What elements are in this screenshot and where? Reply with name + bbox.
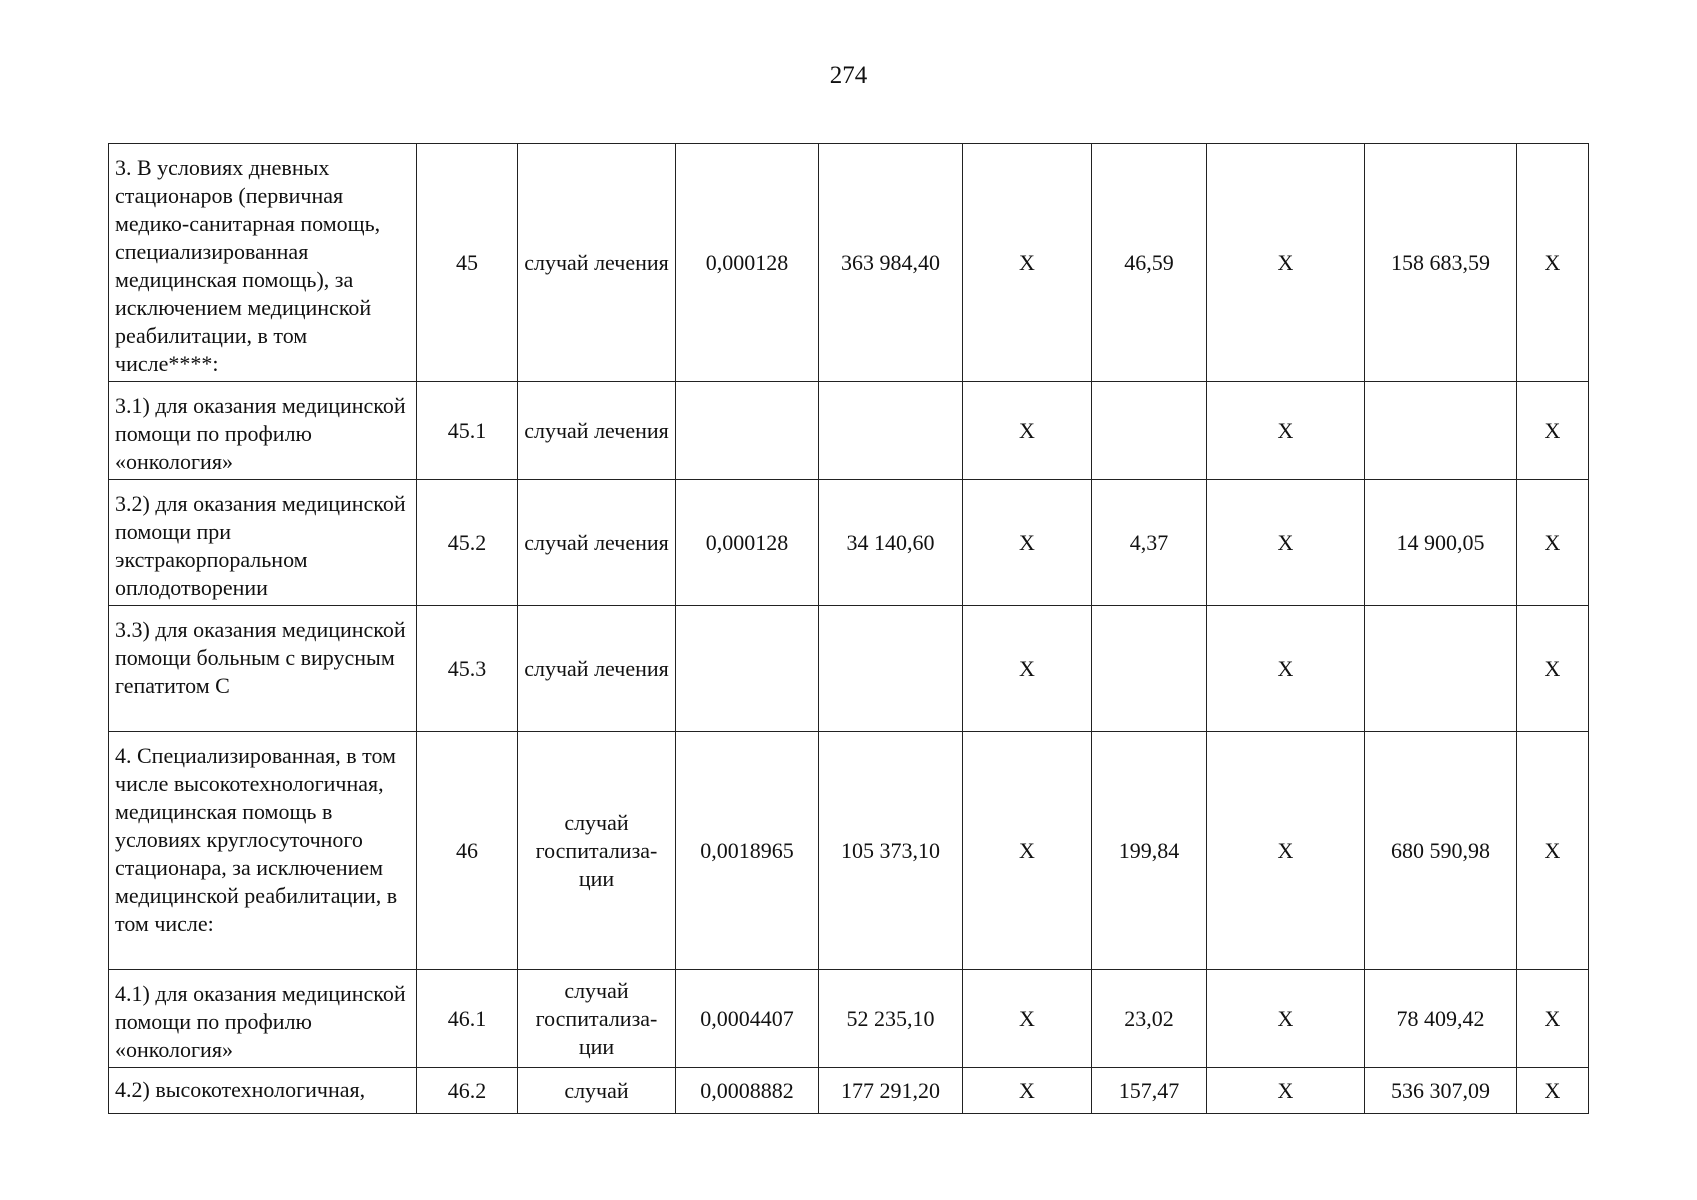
row-code-cell: 46.2: [417, 1068, 518, 1114]
row-code-cell: 46: [417, 732, 518, 970]
row-value-cell: 158 683,59: [1365, 144, 1517, 382]
row-unit-cell: случай лечения: [518, 144, 676, 382]
row-unit-cell: случай лечения: [518, 382, 676, 480]
row-name-cell: 3.3) для оказания медицинской помощи больным с вирусным гепатитом С: [109, 606, 417, 732]
table-row: [109, 732, 1589, 970]
table-row: [109, 1068, 1589, 1114]
row-value-cell: 536 307,09: [1365, 1068, 1517, 1114]
page-number: 274: [829, 62, 868, 89]
row-value-cell: X: [1207, 382, 1365, 480]
row-value-cell: 0,0018965: [676, 732, 819, 970]
row-value-cell: X: [1517, 1068, 1589, 1114]
row-value-cell: X: [1517, 382, 1589, 480]
row-value-cell: X: [963, 732, 1092, 970]
table-row: [109, 970, 1589, 1068]
row-value-cell: 34 140,60: [819, 480, 963, 606]
row-value-cell: X: [1207, 732, 1365, 970]
row-unit-cell: случай: [518, 1068, 676, 1114]
row-name-cell: 4.2) высокотехнологичная,: [109, 1068, 417, 1114]
row-value-cell: X: [1207, 1068, 1365, 1114]
row-value-cell: X: [1517, 480, 1589, 606]
row-value-cell: X: [1207, 606, 1365, 732]
row-value-cell: X: [1517, 606, 1589, 732]
row-unit-cell: случай госпитализа-ции: [518, 970, 676, 1068]
row-code-cell: 45: [417, 144, 518, 382]
row-name-cell: 4. Специализированная, в том числе высокотехнологичная, медицинская помощь в условиях круглосуточного стационара, за исключением медицинской реабилитации, в том числе:: [109, 732, 417, 970]
row-value-cell: 0,0008882: [676, 1068, 819, 1114]
row-value-cell: [676, 606, 819, 732]
row-value-cell: [819, 382, 963, 480]
table-row: [109, 144, 1589, 382]
row-value-cell: 105 373,10: [819, 732, 963, 970]
row-unit-cell: случай лечения: [518, 606, 676, 732]
row-value-cell: X: [1517, 970, 1589, 1068]
row-value-cell: 363 984,40: [819, 144, 963, 382]
row-name-cell: 3. В условиях дневных стационаров (первичная медико-санитарная помощь, специализированная медицинская помощь), за исключением медицинской реабилитации, в том числе****:: [109, 144, 417, 382]
row-value-cell: [1092, 606, 1207, 732]
row-value-cell: [819, 606, 963, 732]
row-value-cell: [676, 382, 819, 480]
row-value-cell: 4,37: [1092, 480, 1207, 606]
row-code-cell: 45.1: [417, 382, 518, 480]
row-value-cell: 14 900,05: [1365, 480, 1517, 606]
row-value-cell: 0,000128: [676, 480, 819, 606]
row-value-cell: 0,0004407: [676, 970, 819, 1068]
row-value-cell: 52 235,10: [819, 970, 963, 1068]
row-value-cell: X: [963, 144, 1092, 382]
row-code-cell: 45.3: [417, 606, 518, 732]
row-value-cell: X: [1517, 732, 1589, 970]
row-value-cell: X: [963, 1068, 1092, 1114]
row-name-cell: 3.1) для оказания медицинской помощи по профилю «онкология»: [109, 382, 417, 480]
row-value-cell: X: [963, 480, 1092, 606]
row-value-cell: 0,000128: [676, 144, 819, 382]
table-row: [109, 480, 1589, 606]
row-value-cell: X: [1207, 970, 1365, 1068]
row-name-cell: 4.1) для оказания медицинской помощи по профилю «онкология»: [109, 970, 417, 1068]
row-name-cell: 3.2) для оказания медицинской помощи при экстракорпоральном оплодотворении: [109, 480, 417, 606]
table-row: [109, 606, 1589, 732]
row-value-cell: [1092, 382, 1207, 480]
row-value-cell: X: [1207, 480, 1365, 606]
row-value-cell: 680 590,98: [1365, 732, 1517, 970]
row-value-cell: 46,59: [1092, 144, 1207, 382]
row-value-cell: 177 291,20: [819, 1068, 963, 1114]
data-table: [108, 143, 1589, 1114]
row-value-cell: 23,02: [1092, 970, 1207, 1068]
row-value-cell: [1365, 606, 1517, 732]
row-value-cell: X: [963, 382, 1092, 480]
row-value-cell: X: [963, 606, 1092, 732]
row-code-cell: 46.1: [417, 970, 518, 1068]
row-value-cell: X: [963, 970, 1092, 1068]
row-code-cell: 45.2: [417, 480, 518, 606]
table-row: [109, 382, 1589, 480]
row-value-cell: 199,84: [1092, 732, 1207, 970]
row-value-cell: [1365, 382, 1517, 480]
row-unit-cell: случай лечения: [518, 480, 676, 606]
row-value-cell: X: [1517, 144, 1589, 382]
row-value-cell: 78 409,42: [1365, 970, 1517, 1068]
row-value-cell: 157,47: [1092, 1068, 1207, 1114]
row-value-cell: X: [1207, 144, 1365, 382]
row-unit-cell: случай госпитализа-ции: [518, 732, 676, 970]
